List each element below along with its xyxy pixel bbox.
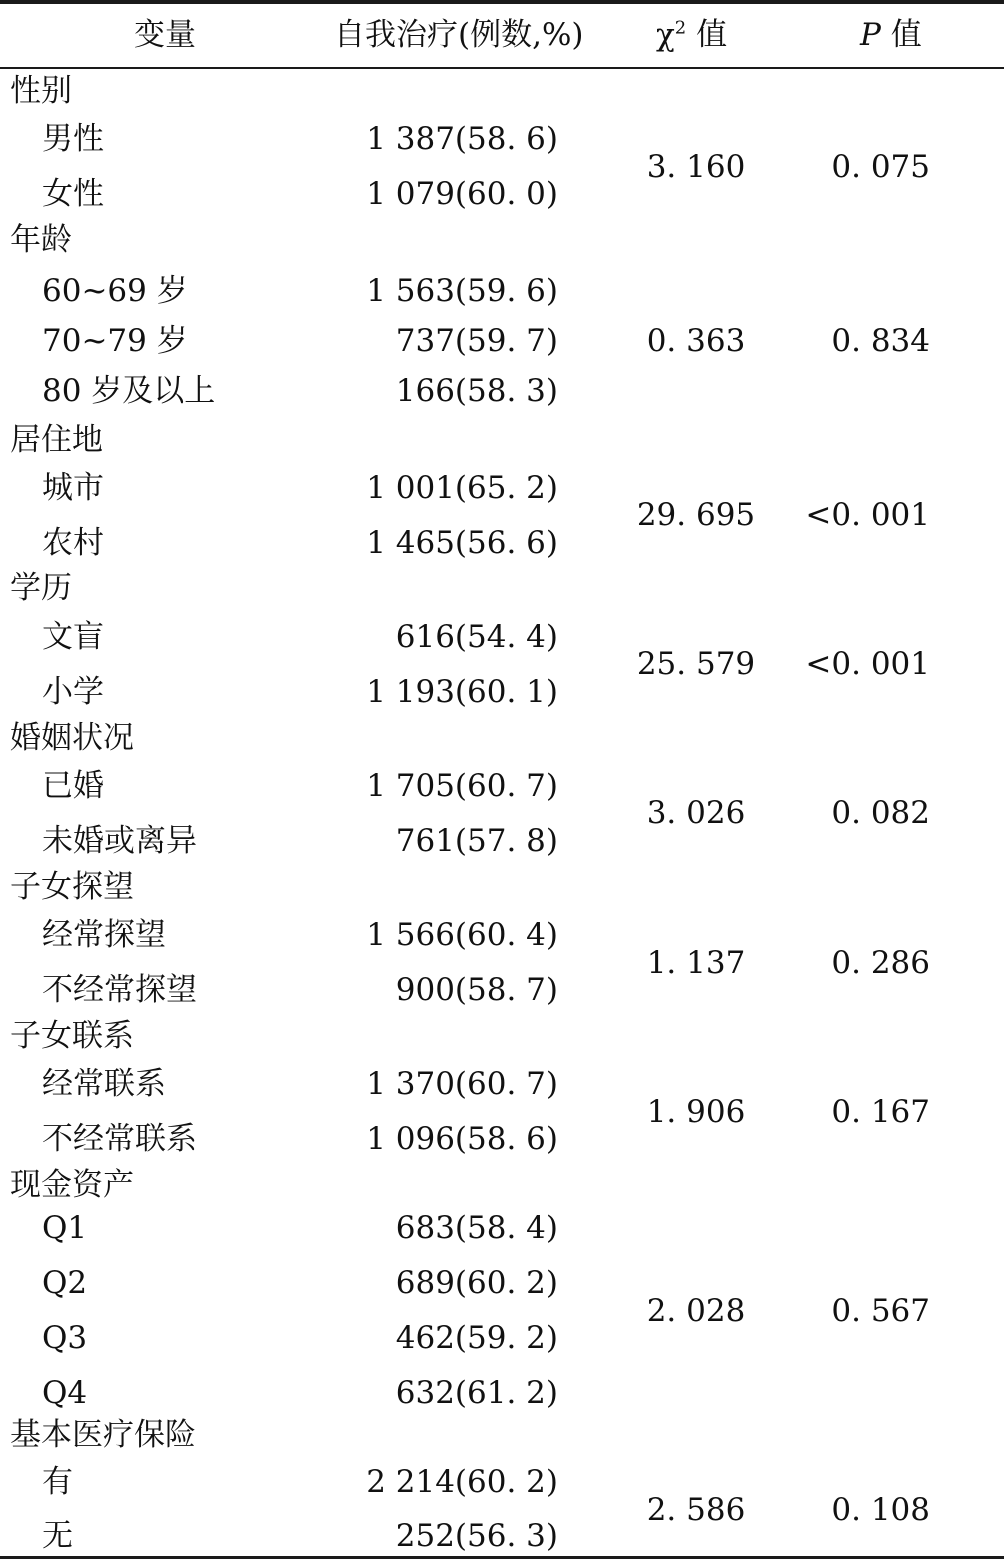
table-bottom-rule bbox=[0, 1556, 1004, 1559]
row-label: 70~79 岁 bbox=[42, 323, 188, 359]
row-value: 1 193(60. 1) bbox=[366, 674, 558, 710]
chi-value: 3. 160 bbox=[646, 149, 746, 185]
row-label: Q2 bbox=[42, 1265, 88, 1301]
p-value: 0. 082 bbox=[831, 795, 930, 831]
row-label: 男性 bbox=[42, 121, 104, 157]
row-value: 2 214(60. 2) bbox=[366, 1464, 558, 1500]
row-label: 城市 bbox=[42, 470, 104, 506]
row-value: 616(54. 4) bbox=[395, 619, 558, 655]
row-value: 900(58. 7) bbox=[395, 972, 558, 1008]
group-label: 学历 bbox=[10, 570, 72, 606]
row-value: 1 387(58. 6) bbox=[366, 121, 558, 157]
chi-symbol: χ bbox=[656, 17, 675, 53]
row-label: 小学 bbox=[42, 674, 104, 710]
header-rule bbox=[0, 67, 1004, 69]
chi-value: 1. 906 bbox=[646, 1094, 746, 1130]
chi-value: 1. 137 bbox=[646, 945, 746, 981]
row-value: 462(59. 2) bbox=[395, 1320, 558, 1356]
group-label: 基本医疗保险 bbox=[10, 1417, 196, 1453]
chi-value: 3. 026 bbox=[646, 795, 746, 831]
p-value: 0. 834 bbox=[831, 323, 930, 359]
row-label: 文盲 bbox=[42, 619, 104, 655]
group-label: 性别 bbox=[10, 73, 72, 109]
row-value: 1 465(56. 6) bbox=[366, 525, 558, 561]
row-label: Q4 bbox=[42, 1375, 88, 1411]
row-label: 经常探望 bbox=[42, 917, 166, 953]
row-label: 不经常探望 bbox=[42, 972, 197, 1008]
group-label: 居住地 bbox=[10, 422, 103, 458]
p-value: 0. 075 bbox=[831, 149, 930, 185]
row-value: 252(56. 3) bbox=[395, 1518, 558, 1554]
header-variable: 变量 bbox=[134, 17, 196, 53]
header-chi-square bbox=[656, 15, 727, 55]
header-p-value bbox=[860, 15, 922, 55]
row-label: 农村 bbox=[42, 525, 104, 561]
row-value: 632(61. 2) bbox=[395, 1375, 558, 1411]
chi-value: 2. 586 bbox=[646, 1492, 746, 1528]
chi-value: 2. 028 bbox=[646, 1293, 746, 1329]
p-value: 0. 108 bbox=[831, 1492, 930, 1528]
row-value: 683(58. 4) bbox=[395, 1210, 558, 1246]
p-value: 0. 567 bbox=[831, 1293, 930, 1329]
row-value: 1 096(58. 6) bbox=[366, 1121, 558, 1157]
table-top-rule bbox=[0, 0, 1004, 4]
p-suffix: 值 bbox=[880, 17, 922, 53]
row-label: 未婚或离异 bbox=[42, 823, 197, 859]
row-label: 60~69 岁 bbox=[42, 273, 188, 309]
p-value: <0. 001 bbox=[805, 646, 930, 682]
p-value: <0. 001 bbox=[805, 497, 930, 533]
group-label: 子女探望 bbox=[10, 869, 134, 905]
p-letter: P bbox=[860, 17, 881, 53]
row-value: 1 001(65. 2) bbox=[366, 470, 558, 506]
chi-superscript: 2 bbox=[674, 17, 687, 39]
row-label: 80 岁及以上 bbox=[42, 373, 216, 409]
group-label: 现金资产 bbox=[10, 1167, 134, 1203]
row-label: 有 bbox=[42, 1464, 73, 1500]
chi-suffix: 值 bbox=[686, 17, 728, 53]
row-label: Q3 bbox=[42, 1320, 88, 1356]
row-label: Q1 bbox=[42, 1210, 88, 1246]
p-value: 0. 167 bbox=[831, 1094, 930, 1130]
group-label: 年龄 bbox=[10, 222, 72, 258]
chi-value: 29. 695 bbox=[636, 497, 756, 533]
group-label: 婚姻状况 bbox=[10, 720, 134, 756]
group-label: 子女联系 bbox=[10, 1018, 134, 1054]
row-value: 689(60. 2) bbox=[395, 1265, 558, 1301]
row-label: 不经常联系 bbox=[42, 1121, 197, 1157]
row-value: 1 566(60. 4) bbox=[366, 917, 558, 953]
chi-value: 0. 363 bbox=[646, 323, 746, 359]
row-value: 166(58. 3) bbox=[395, 373, 558, 409]
row-label: 女性 bbox=[42, 176, 104, 212]
row-value: 1 079(60. 0) bbox=[366, 176, 558, 212]
row-label: 无 bbox=[42, 1518, 73, 1554]
row-value: 737(59. 7) bbox=[395, 323, 558, 359]
chi-value: 25. 579 bbox=[636, 646, 756, 682]
row-label: 已婚 bbox=[42, 768, 104, 804]
row-value: 761(57. 8) bbox=[395, 823, 558, 859]
row-label: 经常联系 bbox=[42, 1066, 166, 1102]
row-value: 1 370(60. 7) bbox=[366, 1066, 558, 1102]
p-value: 0. 286 bbox=[831, 945, 930, 981]
header-self-treatment: 自我治疗(例数,%) bbox=[334, 17, 584, 53]
row-value: 1 705(60. 7) bbox=[366, 768, 558, 804]
row-value: 1 563(59. 6) bbox=[366, 273, 558, 309]
